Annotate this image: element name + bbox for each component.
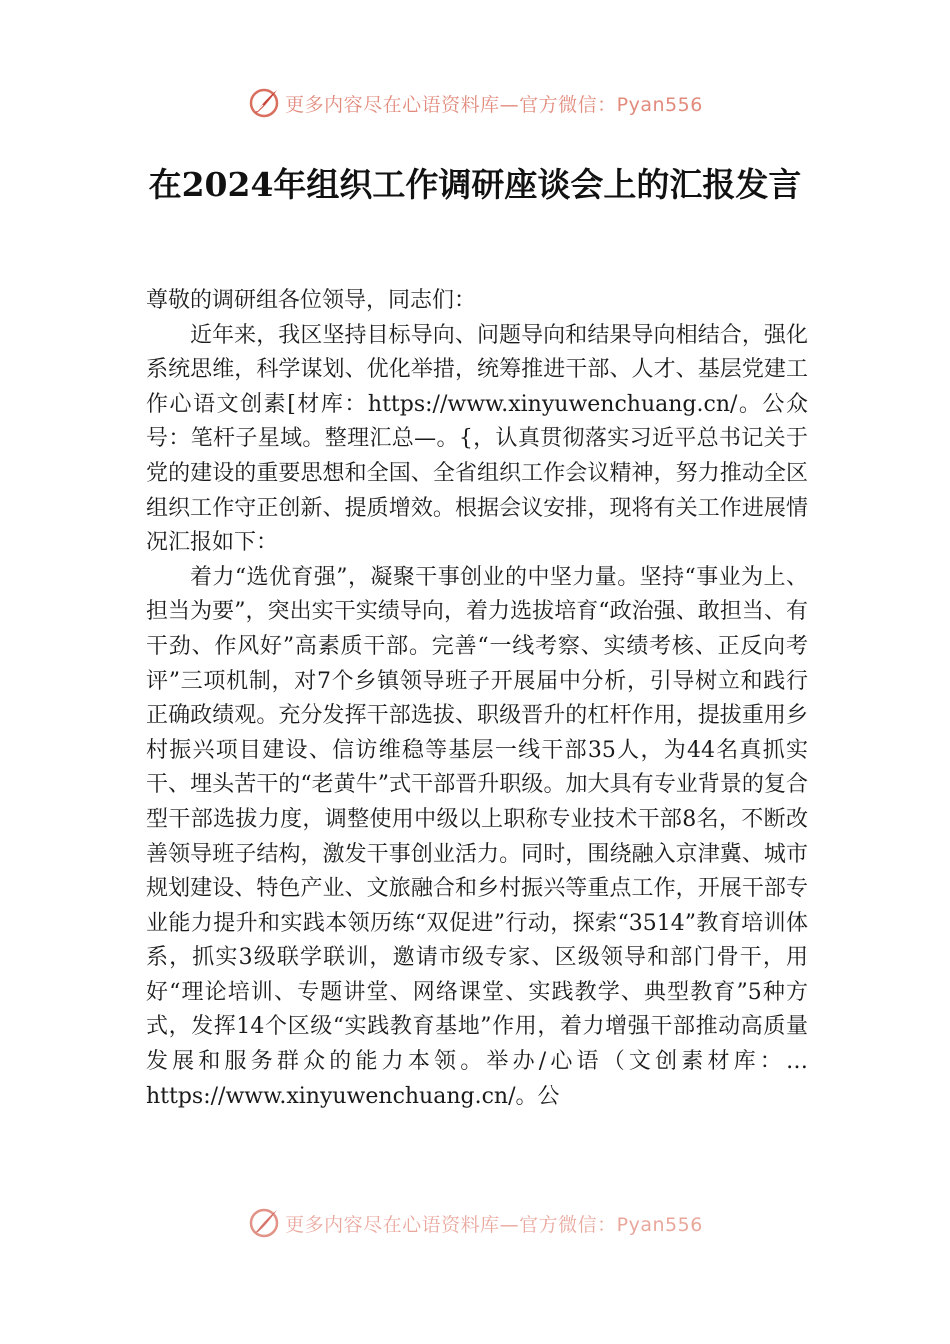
watermark-header (0, 86, 950, 120)
quill-pen-icon (247, 86, 281, 120)
quill-pen-icon (247, 1206, 281, 1240)
document-title: 在2024年组织工作调研座谈会上的汇报发言 (148, 165, 802, 204)
watermark-footer (0, 1206, 950, 1240)
paragraph-cadre-selection: 着力“选优育强”，凝聚干事创业的中坚力量。坚持“事业为上、担当为要”，突出实干实绩导向，着力选拔培育“政治强、敢担当、有干劲、作风好”高素质干部。完善“一线考察、实绩考核、正反向考评”三项机制，对7个乡镇领导班子开展届中分析，引导树立和践行正确政绩观。充分发挥干部选拔、职级晋升的杠杆作用，提拔重用乡村振兴项目建设、信访维稳等基层一线干部35人，为44名真抓实干、埋头苦干的“老黄牛”式干部晋升职级。加大具有专业背景的复合型干部选拔力度，调整使用中级以上职称专业技术干部8名，不断改善领导班子结构，激发干事创业活力。同时，围绕融入京津冀、城市规划建设、特色产业、文旅融合和乡村振兴等重点工作，开展干部专业能力提升和实践本领历练“双促进”行动，探索“3514”教育培训体系，抓实3级联学联训，邀请市级专家、区级领导和部门骨干，用好“理论培训、专题讲堂、网络课堂、实践教学、典型教育”5种方式，发挥14个区级“实践教育基地”作用，着力增强干部推动高质量发展和服务群众的能力本领。举办/心语（文创素材库：…https://www.xinyuwenchuang.cn/。公 (146, 564, 808, 1109)
paragraph-intro: 近年来，我区坚持目标导向、问题导向和结果导向相结合，强化系统思维，科学谋划、优化举措，统筹推进干部、人才、基层党建工作心语文创素[材库：https://www.xinyuwenchuang.cn/。公众号：笔杆子星域。整理汇总—。{，认真贯彻落实习近平总书记关于党的建设的重要思想和全国、全省组织工作会议精神，努力推动全区组织工作守正创新、提质增效。根据会议安排，现将有关工作进展情况汇报如下： (146, 322, 808, 556)
document-body (146, 284, 808, 1114)
watermark-text: 更多内容尽在心语资料库—官方微信：Pyan556 (285, 1213, 703, 1236)
watermark-text: 更多内容尽在心语资料库—官方微信：Pyan556 (285, 93, 703, 116)
salutation: 尊敬的调研组各位领导，同志们： (146, 288, 477, 313)
